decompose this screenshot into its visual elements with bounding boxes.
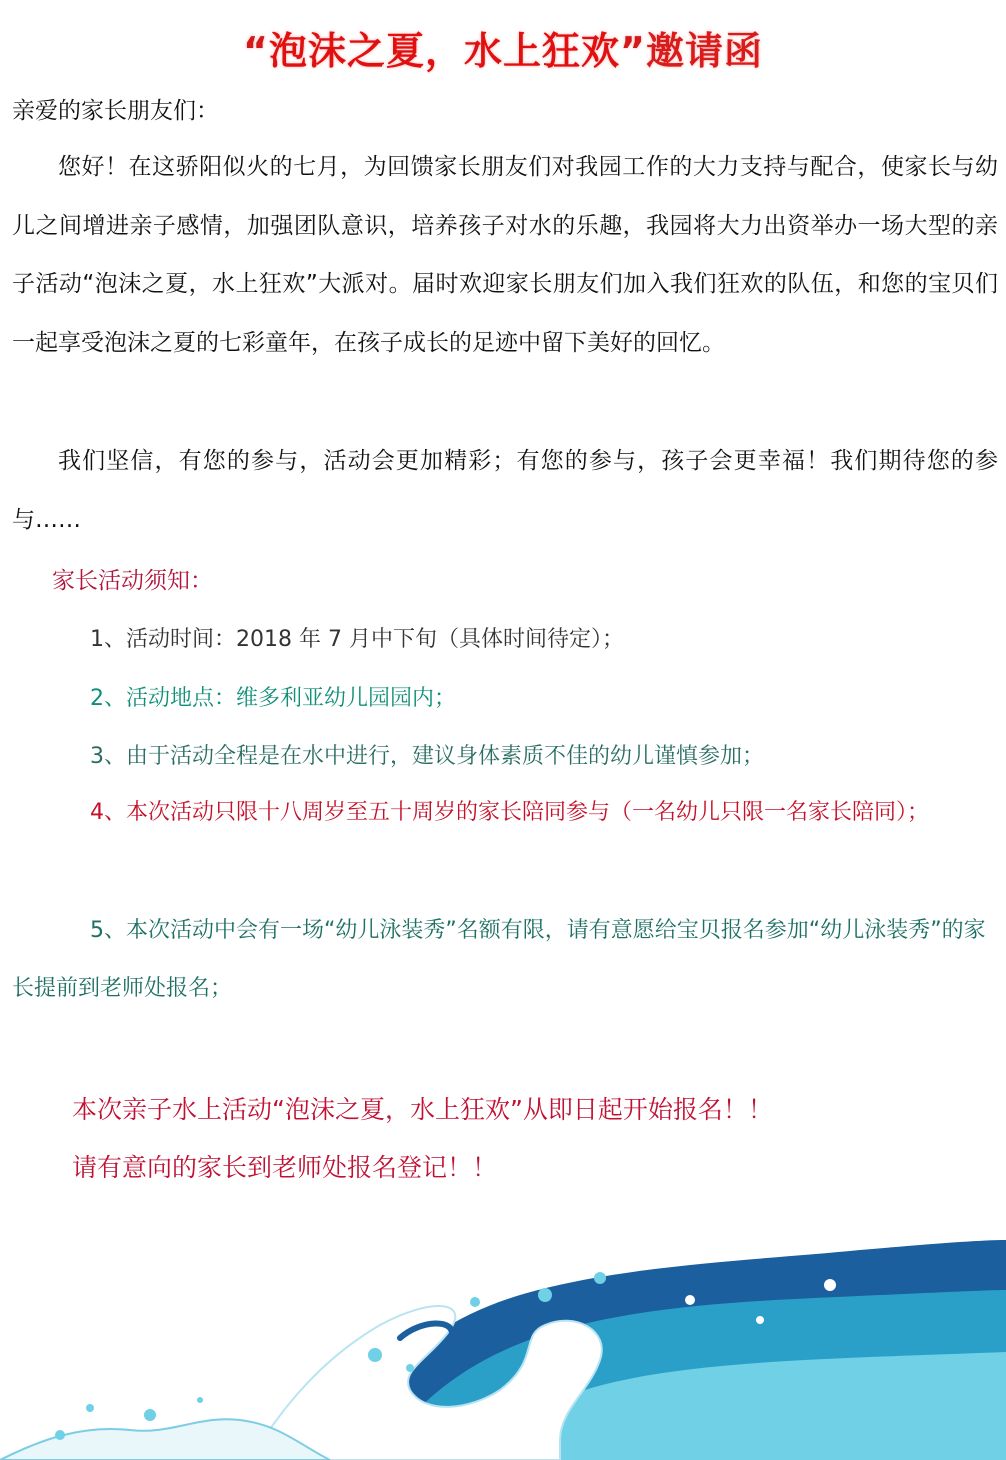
bubble bbox=[197, 1397, 203, 1403]
notice-item-swimsuit-show: 5、本次活动中会有一场“幼儿泳装秀”名额有限，请有意愿给宝贝报名参加“幼儿泳装秀”的家长提前到老师处报名； bbox=[12, 918, 986, 1001]
body-paragraph-1-text: 您好！在这骄阳似火的七月，为回馈家长朋友们对我园工作的大力支持与配合，使家长与幼儿之间增进亲子感情，加强团队意识，培养孩子对水的乐趣，我园将大力出资举办一场大型的亲子活动“泡沫之夏，水上狂欢”大派对。届时欢迎家长朋友们加入我们狂欢的队伍，和您的宝贝们一起享受泡沫之夏的七彩童年，在孩子成长的足迹中留下美好的回忆。 bbox=[12, 154, 998, 356]
signup-line-1: 本次亲子水上活动“泡沫之夏，水上狂欢”从即日起开始报名！！ bbox=[72, 1095, 773, 1124]
bubble bbox=[538, 1288, 552, 1302]
bubble bbox=[144, 1409, 156, 1421]
title-suffix: 邀请函 bbox=[645, 29, 763, 73]
bubble bbox=[824, 1279, 836, 1291]
title-open-quote: “ bbox=[243, 29, 269, 73]
body-paragraph-2-text: 我们坚信，有您的参与，活动会更加精彩；有您的参与，孩子会更幸福！我们期待您的参与…… bbox=[12, 448, 998, 533]
bubble bbox=[594, 1272, 606, 1284]
bubble bbox=[470, 1297, 480, 1307]
title-close-quote: ” bbox=[620, 29, 646, 73]
bubble bbox=[756, 1316, 764, 1324]
bubble bbox=[86, 1404, 94, 1412]
notice-item-age-limit: 4、本次活动只限十八周岁至五十周岁的家长陪同参与（一名幼儿只限一名家长陪同）； bbox=[90, 800, 929, 825]
body-paragraph-2 bbox=[12, 432, 998, 549]
bubble bbox=[368, 1348, 382, 1362]
notice-heading: 家长活动须知： bbox=[52, 568, 213, 594]
notice-item-location: 2、活动地点：维多利亚幼儿园园内； bbox=[90, 686, 456, 711]
ocean-wave-illustration bbox=[0, 1240, 1006, 1460]
title-event-name: 泡沫之夏，水上狂欢 bbox=[268, 29, 620, 73]
bubble bbox=[55, 1430, 65, 1440]
bubble bbox=[685, 1295, 695, 1305]
body-paragraph-1 bbox=[12, 138, 998, 372]
bubble bbox=[406, 1364, 414, 1372]
signup-line-2: 请有意向的家长到老师处报名登记！！ bbox=[72, 1153, 498, 1182]
notice-item-health: 3、由于活动全程是在水中进行，建议身体素质不佳的幼儿谨慎参加； bbox=[90, 744, 764, 769]
page-title bbox=[0, 20, 1006, 75]
greeting: 亲爱的家长朋友们： bbox=[12, 98, 219, 124]
notice-item-time: 1、活动时间：2018 年 7 月中下旬（具体时间待定）； bbox=[90, 627, 624, 652]
